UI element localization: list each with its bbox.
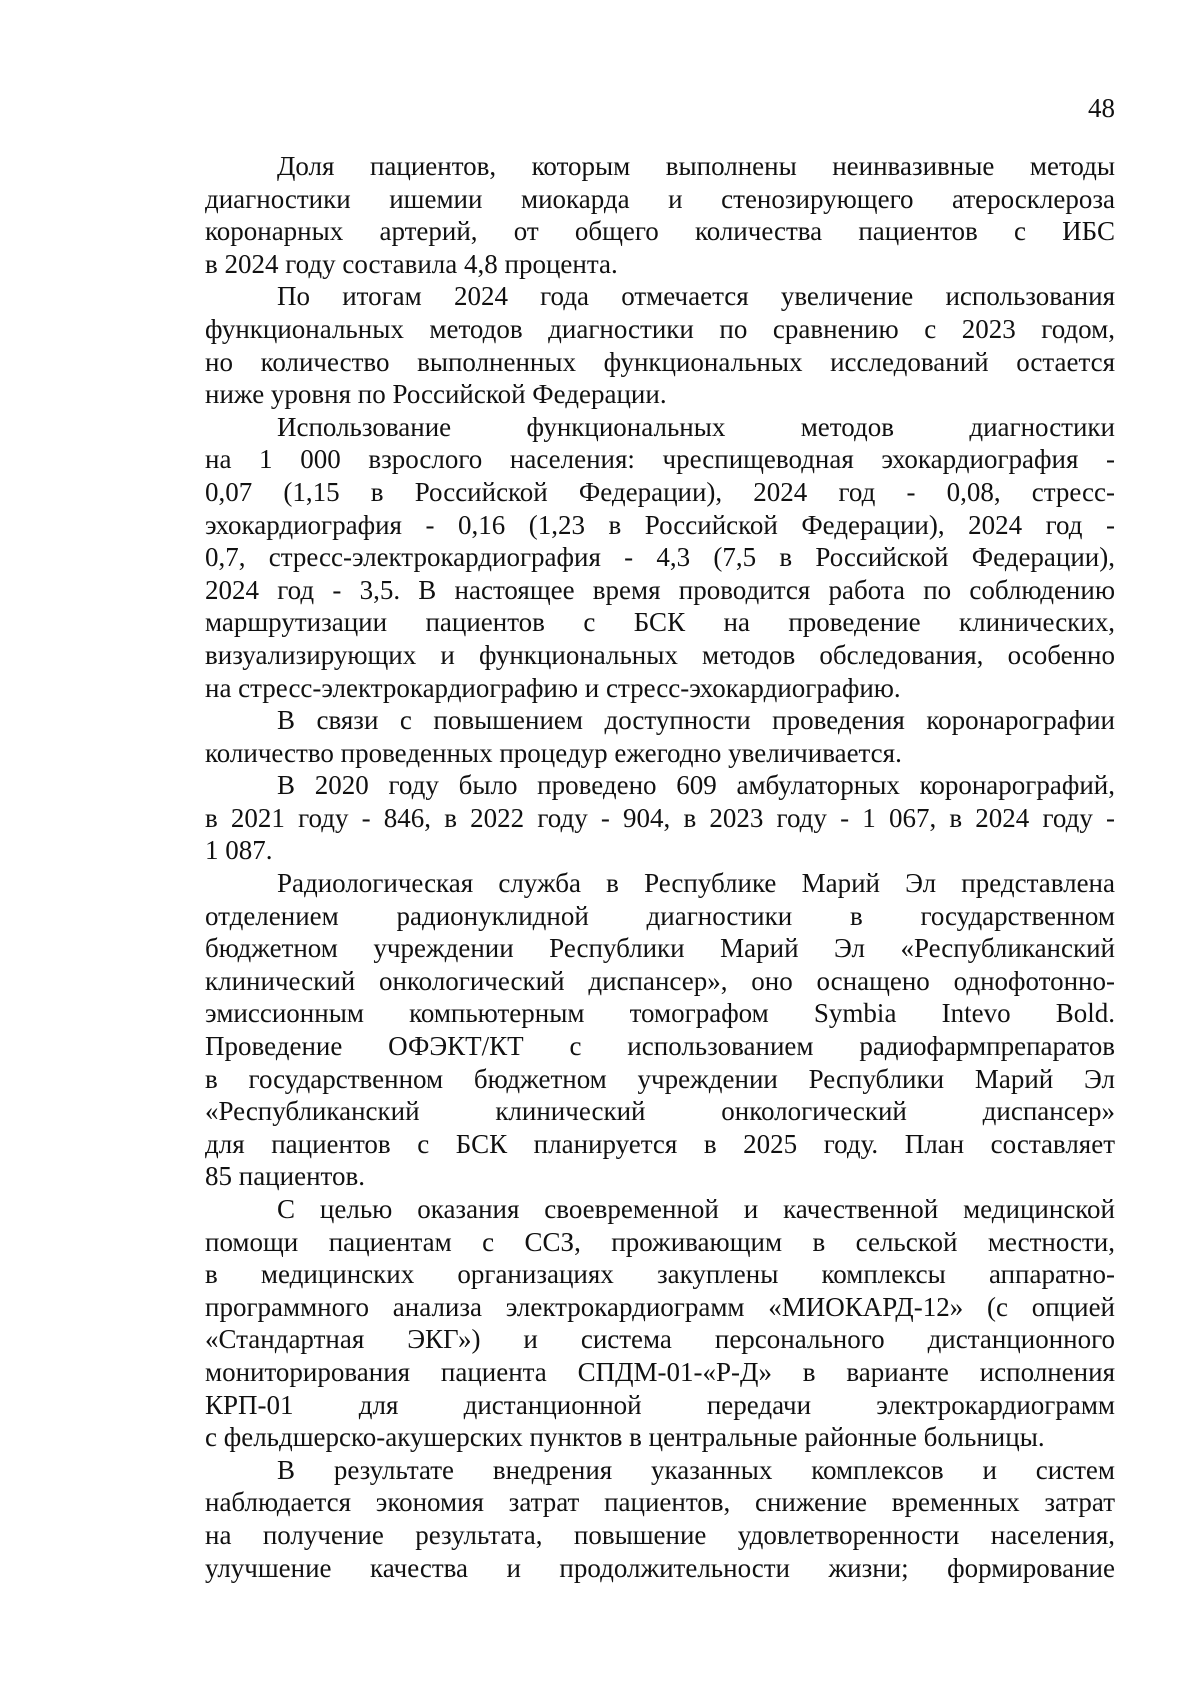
paragraph-noninvasive-diagnostics [205,150,1115,280]
text-line: 85 пациентов. [205,1161,365,1192]
text-line: мониторирования пациента СПДМ-01-«Р-Д» в варианте исполнения [205,1356,1115,1387]
text-line: По итогам 2024 года отмечается увеличение использования [277,281,1115,312]
text-line: для пациентов с БСК планируется в 2025 году. План составляет [205,1128,1115,1159]
text-line: Радиологическая служба в Республике Марий Эл представлена [277,868,1115,899]
text-line: программного анализа электрокардиограмм «МИОКАРД-12» (с опцией [205,1291,1115,1322]
text-line: в 2024 году составила 4,8 процента. [205,248,618,279]
text-line: Использование функциональных методов диагностики [277,411,1115,442]
text-line: КРП-01 для дистанционной передачи электрокардиограмм [205,1389,1115,1420]
text-line: бюджетном учреждении Республики Марий Эл «Республиканский [205,933,1115,964]
text-line: отделением радионуклидной диагностики в государственном [205,900,1115,931]
document-body [205,150,1115,1584]
text-line: улучшение качества и продолжительности жизни; формирование [205,1552,1115,1583]
text-line: функциональных методов диагностики по сравнению с 2023 годом, [205,313,1115,344]
paragraph-functional-methods-2024 [205,280,1115,410]
text-line: Проведение ОФЭКТ/КТ с использованием радиофармпрепаратов [205,1031,1115,1062]
paragraph-coronarography-counts [205,769,1115,867]
text-line: эмиссионным компьютерным томографом Symbia Intevo Bold. [205,998,1115,1029]
text-line: на получение результата, повышение удовлетворенности населения, [205,1519,1115,1550]
text-line: 1 087. [205,835,273,866]
text-line: коронарных артерий, от общего количества пациентов с ИБС [205,216,1115,247]
text-line: С целью оказания своевременной и качественной медицинской [277,1194,1115,1224]
text-line: в государственном бюджетном учреждении Республики Марий Эл [205,1063,1115,1094]
text-line: в медицинских организациях закуплены комплексы аппаратно- [205,1259,1115,1290]
text-line: «Стандартная ЭКГ») и система персонального дистанционного [205,1324,1115,1355]
paragraph-coronarography-availability [205,704,1115,769]
text-line: на стресс-электрокардиографию и стресс-эхокардиографию. [205,672,901,703]
paragraph-radiology-service [205,867,1115,1193]
paragraph-functional-methods-per-1000 [205,411,1115,704]
text-line: но количество выполненных функциональных исследований остается [205,346,1115,377]
text-line: 0,07 (1,15 в Российской Федерации), 2024 год - 0,08, стресс- [205,476,1115,507]
text-line: наблюдается экономия затрат пациентов, снижение временных затрат [205,1487,1115,1518]
text-line: в 2021 году - 846, в 2022 году - 904, в 2023 году - 1 067, в 2024 году - [205,802,1115,833]
text-line: В 2020 году было проведено 609 амбулаторных коронарографий, [277,770,1115,801]
text-line: с фельдшерско-акушерских пунктов в центральные районные больницы. [205,1422,1045,1453]
text-line: количество проведенных процедур ежегодно увеличивается. [205,737,902,768]
text-line: В связи с повышением доступности проведения коронарографии [277,705,1115,736]
text-line: помощи пациентам с ССЗ, проживающим в сельской местности, [205,1226,1115,1257]
text-line: эхокардиография - 0,16 (1,23 в Российской Федерации), 2024 год - [205,509,1115,540]
text-line: диагностики ишемии миокарда и стенозирующего атеросклероза [205,183,1115,214]
text-line: В результате внедрения указанных комплексов и систем [277,1454,1115,1485]
text-line: визуализирующих и функциональных методов обследования, особенно [205,639,1115,670]
text-line: клинический онкологический диспансер», оно оснащено однофотонно- [205,965,1115,996]
text-line: маршрутизации пациентов с БСК на проведение клинических, [205,607,1115,638]
page-number: 48 [1088,93,1115,123]
text-line: 2024 год - 3,5. В настоящее время проводится работа по соблюдению [205,574,1115,605]
paragraph-implementation-results [205,1454,1115,1584]
paragraph-rural-ecg-equipment [205,1193,1115,1454]
text-line: 0,7, стресс-электрокардиография - 4,3 (7,5 в Российской Федерации), [205,542,1115,573]
text-line: «Республиканский клинический онкологический диспансер» [205,1096,1115,1127]
text-line: ниже уровня по Российской Федерации. [205,379,667,410]
text-line: Доля пациентов, которым выполнены неинвазивные методы [277,151,1115,181]
text-line: на 1 000 взрослого населения: чреспищеводная эхокардиография - [205,444,1115,475]
